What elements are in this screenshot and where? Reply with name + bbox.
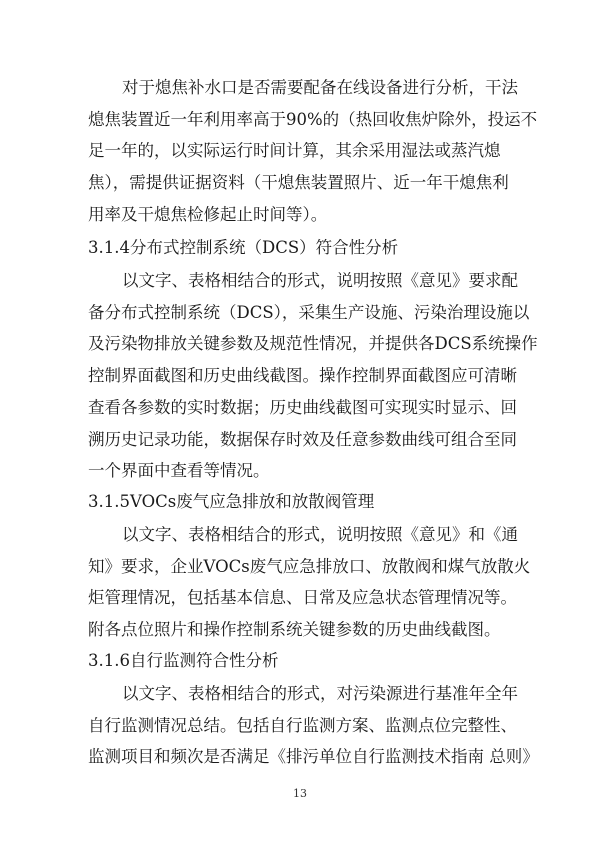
- text-line: 一个界面中查看等情况。: [88, 461, 270, 481]
- text-line: 查看各参数的实时数据；历史曲线截图可实现实时显示、回: [88, 397, 517, 417]
- text-line: 附各点位照片和操作控制系统关键参数的历史曲线截图。: [88, 620, 501, 640]
- text-line: 知》要求，企业VOCs废气应急排放口、放散阀和煤气放散火: [88, 556, 531, 576]
- text-line: 监测项目和频次是否满足《排污单位自行监测技术指南 总则》: [88, 747, 539, 767]
- section-heading-3-1-4: 3.1.4分布式控制系统（DCS）符合性分析: [88, 238, 399, 257]
- text-line: 溯历史记录功能，数据保存时效及任意参数曲线可组合至同: [88, 429, 517, 449]
- section-heading-3-1-6: 3.1.6自行监测符合性分析: [88, 651, 279, 670]
- paragraph-dcs: [88, 265, 538, 487]
- text-line: 以文字、表格相结合的形式，对污染源进行基准年全年: [122, 684, 518, 703]
- paragraph-coke-quenching: [88, 72, 538, 231]
- page-number: 13: [293, 787, 307, 800]
- text-line: 自行监测情况总结。包括自行监测方案、监测点位完整性、: [88, 715, 517, 735]
- text-line: 用率及干熄焦检修起止时间等）。: [88, 204, 328, 224]
- text-line: 以文字、表格相结合的形式，说明按照《意见》和《通: [122, 525, 518, 544]
- text-line: 以文字、表格相结合的形式，说明按照《意见》要求配: [122, 271, 518, 290]
- section-heading-3-1-5: 3.1.5VOCs废气应急排放和放散阀管理: [88, 492, 375, 511]
- text-line: 及污染物排放关键参数及规范性情况，并提供各DCS系统操作: [88, 334, 538, 354]
- text-line: 熄焦装置近一年利用率高于90%的（热回收焦炉除外，投运不: [88, 109, 538, 129]
- text-line: 控制界面截图和历史曲线截图。操作控制界面截图应可清晰: [88, 366, 517, 386]
- text-line: 炬管理情况，包括基本信息、日常及应急状态管理情况等。: [88, 588, 517, 608]
- text-line: 对于熄焦补水口是否需要配备在线设备进行分析，干法: [122, 78, 518, 97]
- text-line: 焦），需提供证据资料（干熄焦装置照片、近一年干熄焦利: [88, 173, 509, 193]
- text-line: 备分布式控制系统（DCS），采集生产设施、污染治理设施以: [88, 302, 530, 322]
- paragraph-self-monitoring: [88, 678, 539, 773]
- paragraph-vocs: [88, 519, 531, 646]
- text-line: 足一年的，以实际运行时间计算，其余采用湿法或蒸汽熄: [88, 141, 501, 161]
